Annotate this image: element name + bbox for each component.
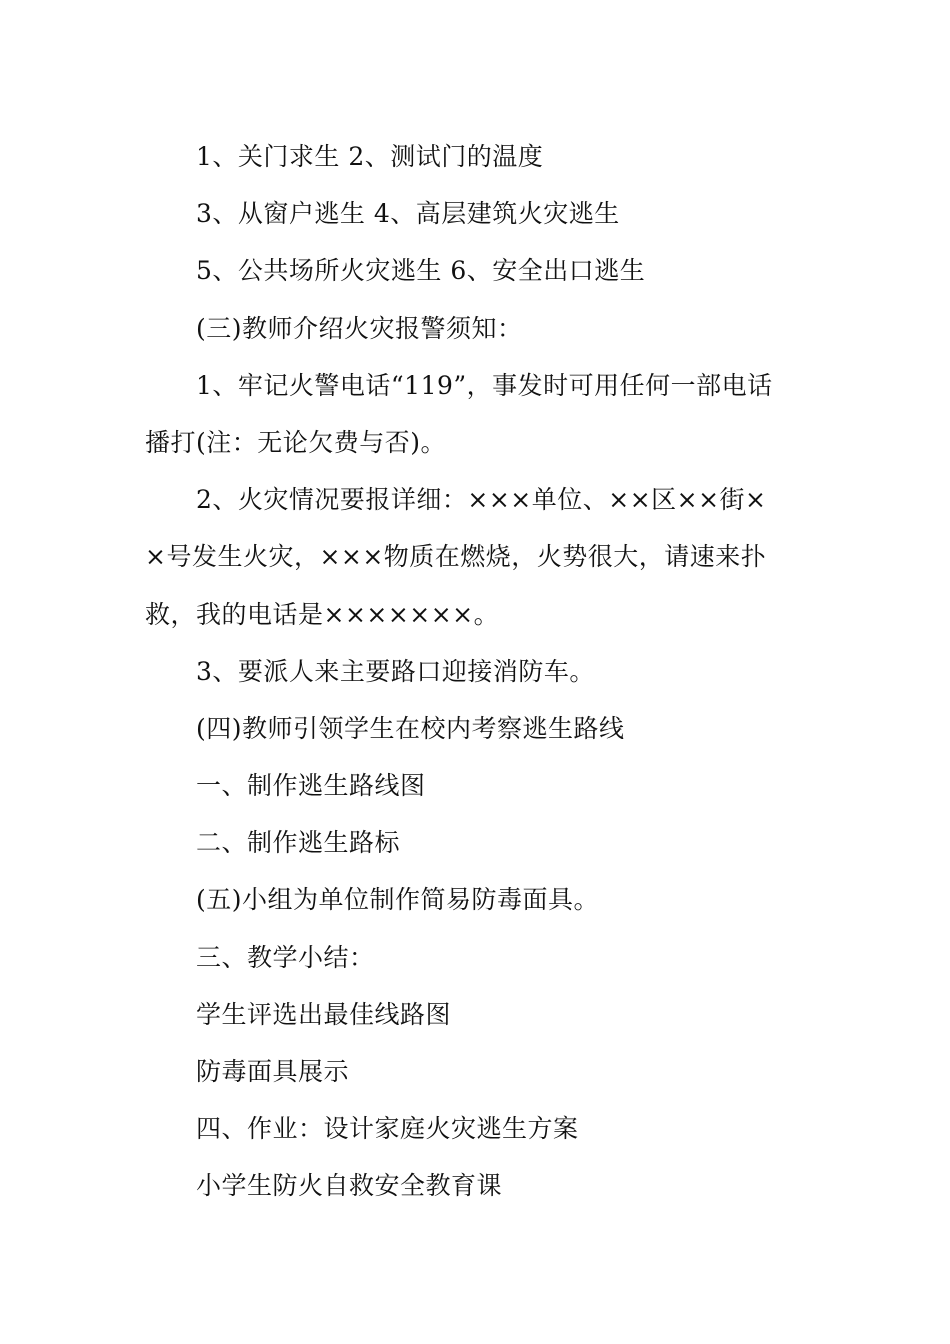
document-body: [145, 128, 810, 1215]
text-line: 1、关门求生 2、测试门的温度: [196, 142, 544, 171]
text-line: 2、火灾情况要报详细：×××单位、××区××街×: [196, 485, 767, 515]
section-heading: 四、作业：设计家庭火灾逃生方案: [196, 1114, 579, 1144]
text-line-continuation: ×号发生火灾，×××物质在燃烧，火势很大，请速来扑: [145, 542, 767, 572]
text-line: 3、从窗户逃生 4、高层建筑火灾逃生: [196, 199, 620, 229]
document-title-line: 小学生防火自救安全教育课: [196, 1171, 503, 1201]
text-line: 一、制作逃生路线图: [196, 771, 426, 801]
text-line: 1、牢记火警电话“119”，事发时可用任何一部电话: [196, 370, 773, 400]
text-line: 二、制作逃生路标: [196, 828, 401, 858]
section-heading: (四)教师引领学生在校内考察逃生路线: [196, 713, 625, 743]
section-heading: (三)教师介绍火灾报警须知：: [196, 313, 523, 343]
text-line: 3、要派人来主要路口迎接消防车。: [196, 656, 595, 686]
text-line: 5、公共场所火灾逃生 6、安全出口逃生: [196, 256, 646, 286]
text-line-continuation: 播打(注：无论欠费与否)。: [145, 427, 447, 457]
text-line-continuation: 救，我的电话是×××××××。: [145, 599, 500, 629]
section-heading: (五)小组为单位制作简易防毒面具。: [196, 885, 600, 915]
text-line: 防毒面具展示: [196, 1057, 350, 1086]
text-line: 学生评选出最佳线路图: [196, 999, 452, 1029]
section-heading: 三、教学小结：: [196, 942, 375, 972]
